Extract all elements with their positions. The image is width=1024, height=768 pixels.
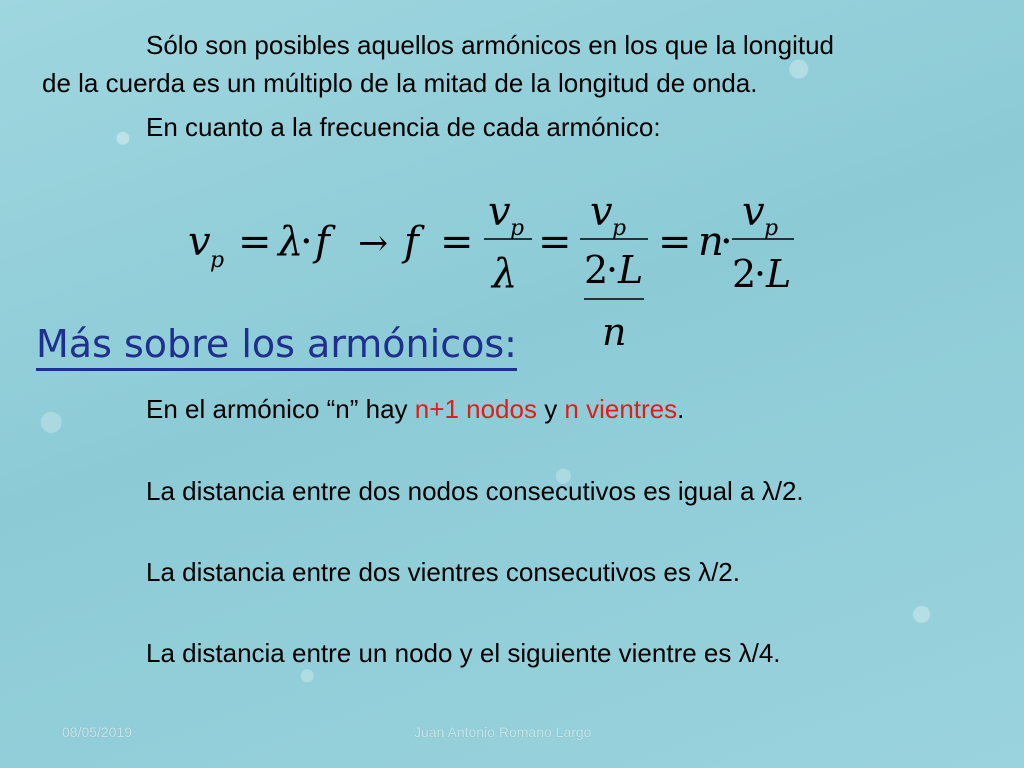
formula-v4: v	[742, 189, 765, 235]
formula-v3: v	[590, 189, 613, 235]
formula-p4: p	[764, 216, 779, 241]
formula-p2: p	[510, 216, 525, 241]
formula-f2: f	[404, 219, 419, 265]
formula-dot1: ·	[300, 219, 313, 265]
intro-line-2: de la cuerda es un múltiplo de la mitad de la longitud de onda.	[42, 68, 758, 98]
section-heading: Más sobre los armónicos:	[36, 322, 517, 371]
formula-f1: f	[315, 219, 330, 265]
formula-L1: L	[618, 248, 644, 292]
formula-eq4: =	[658, 219, 692, 265]
formula-v2: v	[488, 189, 511, 235]
formula-eq3: =	[538, 219, 572, 265]
formula-dot2: ·	[606, 248, 619, 292]
formula-n1: n	[602, 310, 627, 354]
formula-two2: 2	[732, 252, 757, 296]
intro-line-3: En cuanto a la frecuencia de cada armónico:	[146, 112, 661, 142]
bullet-node-distance: La distancia entre dos nodos consecutivos es igual a λ/2.	[146, 476, 804, 506]
formula-lambda1: λ	[278, 219, 304, 265]
bullet-1-mid: y	[536, 394, 565, 424]
formula-n2: n	[698, 219, 724, 265]
formula-L2: L	[766, 252, 792, 296]
formula-arrow: →	[358, 223, 389, 264]
intro-line-1: Sólo son posibles aquellos armónicos en los que la longitud	[146, 30, 834, 60]
bullet-1-nodes: n+1 nodos	[414, 394, 537, 424]
footer-date: 08/05/2019	[62, 724, 133, 740]
bullet-antinode-distance: La distancia entre dos vientres consecutivos es λ/2.	[146, 557, 740, 587]
bullet-node-antinode-distance: La distancia entre un nodo y el siguiente vientre es λ/4.	[146, 638, 781, 668]
formula-lambda2: λ	[492, 251, 518, 297]
bullet-1-vientres: n vientres	[564, 394, 678, 424]
formula-dot3: ·	[720, 219, 733, 265]
formula-dot4: ·	[754, 252, 767, 296]
formula-p3: p	[612, 216, 627, 241]
formula-v1: v	[188, 219, 211, 265]
formula-eq2: =	[440, 219, 474, 265]
formula-p1: p	[210, 248, 225, 273]
bullet-harmonic-nodes	[146, 392, 684, 426]
footer-author: Juan Antonio Romano Largo	[414, 724, 592, 740]
formula-eq1: =	[238, 219, 272, 265]
formula-two1: 2	[584, 248, 609, 292]
bullet-1-end: .	[677, 394, 685, 424]
bullet-1-pre: En el armónico “n” hay	[146, 394, 415, 424]
